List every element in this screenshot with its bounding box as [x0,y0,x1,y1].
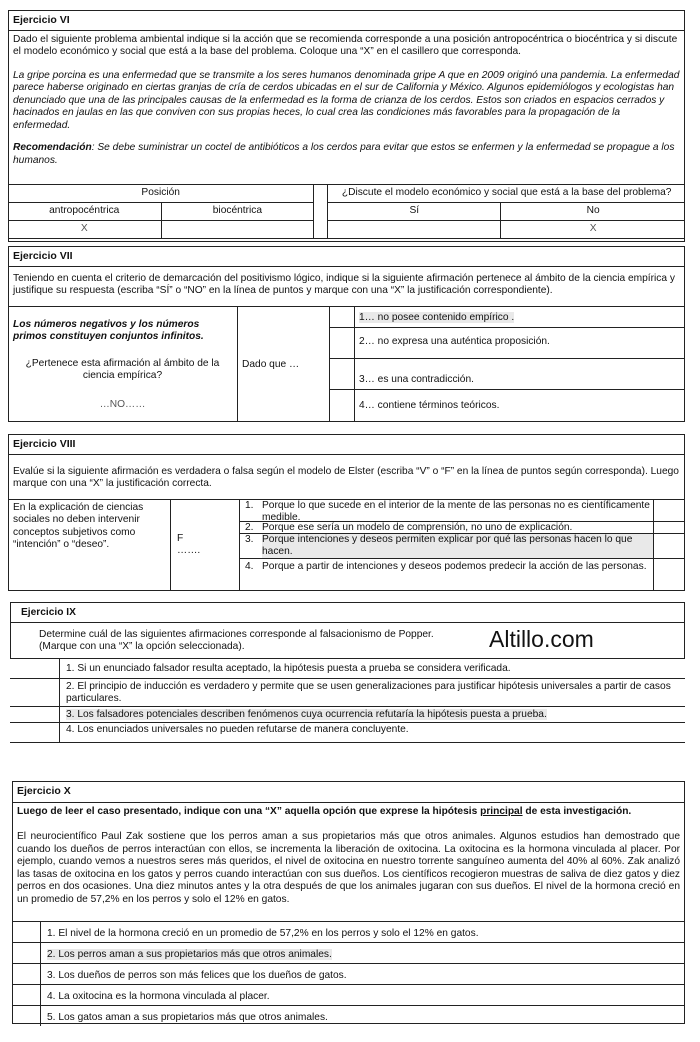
exercise-6 [8,10,685,242]
option-1-number: 1. [245,500,254,511]
option-1: Porque lo que sucede en el interior de la mente de las personas no es científicamente medible. [262,500,650,524]
exercise-6-instructions: Dado el siguiente problema ambiental indique si la acción que se recomienda corresponde a una posición antropocéntrica o biocéntrica y si discute el modelo económico y social que está a la base del problema. Coloque una “X” en el casillero que corresponda. [13,34,678,58]
exercise-7-question: ¿Pertenece esta afirmación al ámbito de la ciencia empírica? [25,357,220,382]
exercise-10-case: El neurocientífico Paul Zak sostiene que los perros aman a sus propietarios más que otros animales. Algunos estudios han demostrado que cuando los dueños de perros interactúan con ellos, se incrementa la liberación de oxitocina. La oxitocina es la hormona vinculada al placer. Por ejemplo, cuando vemos a nuestros seres más queridos, el nivel de oxitocina en nuestro torrente sanguíneo aumenta del 40% al 60%. Zak analizó las tasas de oxitocina en los gatos y perros cuando interactúan con sus dueños. Los científicos recogieron muestras de saliva de diez gatos y diez perros en dos ocasiones. Una diez minutos antes y la otra después de que los animales jugaran con sus dueños. El nivel de la hormona creció en un promedio de 57,2% en los perros y solo el 12% en gatos. [17,831,680,905]
exercise-8-title: Ejercicio VIII [9,435,684,455]
exercise-7-title: Ejercicio VII [9,247,684,267]
exercise-10-title: Ejercicio X [13,782,684,803]
option-3: Porque intenciones y deseos permiten explicar por qué las personas hacen lo que hacen. [262,534,653,558]
mark-box-2[interactable] [330,328,354,359]
exercise-8-answer: F [177,533,184,544]
exercise-8 [8,434,685,591]
exercise-8-dots: ……. [177,545,201,557]
exercise-8-table [8,499,685,591]
mark-box-4[interactable] [10,723,60,742]
mark-box-4[interactable] [330,390,354,420]
exercise-7-instructions: Teniendo en cuenta el criterio de demarcación del positivismo lógico, indique si la siguiente afirmación pertenece al ámbito de la ciencia empírica y justifique su respuesta (escriba “SÍ” o “NO” en la línea de puntos y marque con una “X” la justificación correspondiente). [13,273,675,297]
si-cell[interactable] [328,221,501,239]
exercise-6-title: Ejercicio VI [9,11,684,31]
exercise-8-mark-column [653,500,685,591]
exercise-7 [8,246,685,422]
exercise-7-answer[interactable]: …NO…… [99,398,146,410]
mark-box-2[interactable] [10,679,60,706]
exercise-6-case: La gripe porcina es una enfermedad que se transmite a los seres humanos denominada gripe A que en 2009 originó una pandemia. La enfermedad parece haberse originado en ciertas granjas de cría de cerdos ubicadas en el sur de California y México. Algunos epidemiólogos y ecologistas han denunciado que una de las principales causas de la enfermedad es la forma de crianza de los cerdos. Estos son criados en espacios cerrados y hacinados en jaulas en las que conviven con sus propias heces, lo cual crea las condiciones más favorables para la propagación de la enfermedad. [13,69,680,131]
option-5: 5. Los gatos aman a sus propietarios más que otros animales. [47,1012,328,1023]
dado-que-label: Dado que … [242,359,300,370]
no-header: No [501,203,685,221]
exercise-8-statement: En la explicación de ciencias sociales no deben intervenir conceptos subjetivos como “intención” o “deseo”. [13,502,144,551]
mark-box-2[interactable] [654,522,685,534]
instructions-underlined: principal [480,806,523,817]
exercise-6-recommendation [13,142,680,167]
option-3: 3. Los dueños de perros son más felices que los dueños de gatos. [47,970,347,981]
instructions-part-b: de esta investigación. [522,806,632,817]
exercise-8-options [239,500,653,591]
mark-box-1[interactable] [12,922,41,942]
option-2-number: 2. [245,522,254,533]
mark-box-1[interactable] [654,500,685,522]
mark-box-2[interactable] [12,943,41,963]
posicion-header: Posición [8,185,314,203]
dado-que-cell [238,306,330,422]
exercise-7-options [355,306,685,422]
option-2: 2… no expresa una auténtica proposición. [355,328,685,359]
option-4: Porque a partir de intenciones y deseos podemos predecir la acción de las personas. [262,561,647,572]
mark-box-3[interactable] [12,964,41,984]
mark-box-1[interactable] [10,659,60,678]
exercise-10 [12,781,685,1024]
option-1: 1. El nivel de la hormona creció en un promedio de 57,2% en los perros y solo el 12% en gatos. [47,928,479,939]
table-spacer [314,185,328,239]
exercise-9-instructions: Determine cuál de las siguientes afirmaciones corresponde al falsacionismo de Popper. (Marque con una “X” la opción seleccionada). [10,623,685,659]
biocentrica-header: biocéntrica [161,203,314,221]
option-3: 3… es una contradicción. [355,359,685,390]
option-4: 4… contiene términos teóricos. [359,400,500,411]
mark-box-1[interactable] [330,307,354,328]
exercise-9-title: Ejercicio IX [10,602,685,623]
antropocentrica-header: antropocéntrica [8,203,161,221]
option-4: 4. La oxitocina es la hormona vinculada al placer. [47,991,270,1002]
option-4: 4. Los enunciados universales no pueden refutarse de manera concluyente. [66,724,409,735]
mark-box-4[interactable] [12,985,41,1005]
watermark-text: Altillo.com [489,626,594,652]
exercise-7-statement-cell [8,306,238,422]
option-2: Porque ese sería un modelo de comprensión, no uno de explicación. [262,522,573,533]
recommendation-label: Recomendación [13,142,92,154]
mark-box-5[interactable] [12,1006,41,1026]
si-header: Sí [328,203,501,221]
recommendation-text: : Se debe suministrar un coctel de antibióticos a los cerdos para evitar que estos se enfermen y la enfermedad se propague a los humanos. [13,142,675,166]
option-4-number: 4. [245,561,254,572]
option-3: 3. Los falsadores potenciales describen fenómenos cuya ocurrencia refutaría la hipótesis puesta a prueba. [66,709,547,720]
option-1: 1… no posee contenido empírico . [359,312,515,323]
biocentrica-cell[interactable] [161,221,314,239]
option-2: 2. Los perros aman a sus propietarios más que otros animales. [47,949,332,960]
exercise-8-statement-cell [8,500,170,591]
exercise-7-statement: Los números negativos y los números primos constituyen conjuntos infinitos. [13,319,204,343]
option-1: 1. Si un enunciado falsador resulta aceptado, la hipótesis puesta a prueba se considera verificada. [66,663,511,674]
no-cell[interactable]: X [501,221,685,239]
exercise-6-table [8,184,685,239]
exercise-10-options [12,921,685,1026]
discute-header: ¿Discute el modelo económico y social que está a la base del problema? [328,185,685,203]
exercise-8-instructions: Evalúe si la siguiente afirmación es verdadera o falsa según el modelo de Elster (escriba “V” o “F” en la línea de puntos según corresponda). Luego marque con una “X” la justificación correcta. [13,466,679,490]
exercise-7-mark-column [330,306,355,422]
option-3-number: 3. [245,534,254,545]
exercise-8-answer-cell[interactable] [170,500,239,591]
mark-box-3[interactable] [330,359,354,390]
mark-box-3[interactable] [654,534,685,559]
mark-box-4[interactable] [654,559,685,591]
exercise-10-instructions [17,806,680,818]
antropocentrica-cell[interactable]: X [8,221,161,239]
instructions-part-a: Luego de leer el caso presentado, indique con una “X” aquella opción que exprese la hipótesis [17,806,481,817]
option-2: 2. El principio de inducción es verdadero y permite que se usen generalizaciones para justificar hipótesis universales a partir de casos particulares. [66,681,671,705]
mark-box-3[interactable] [10,707,60,722]
